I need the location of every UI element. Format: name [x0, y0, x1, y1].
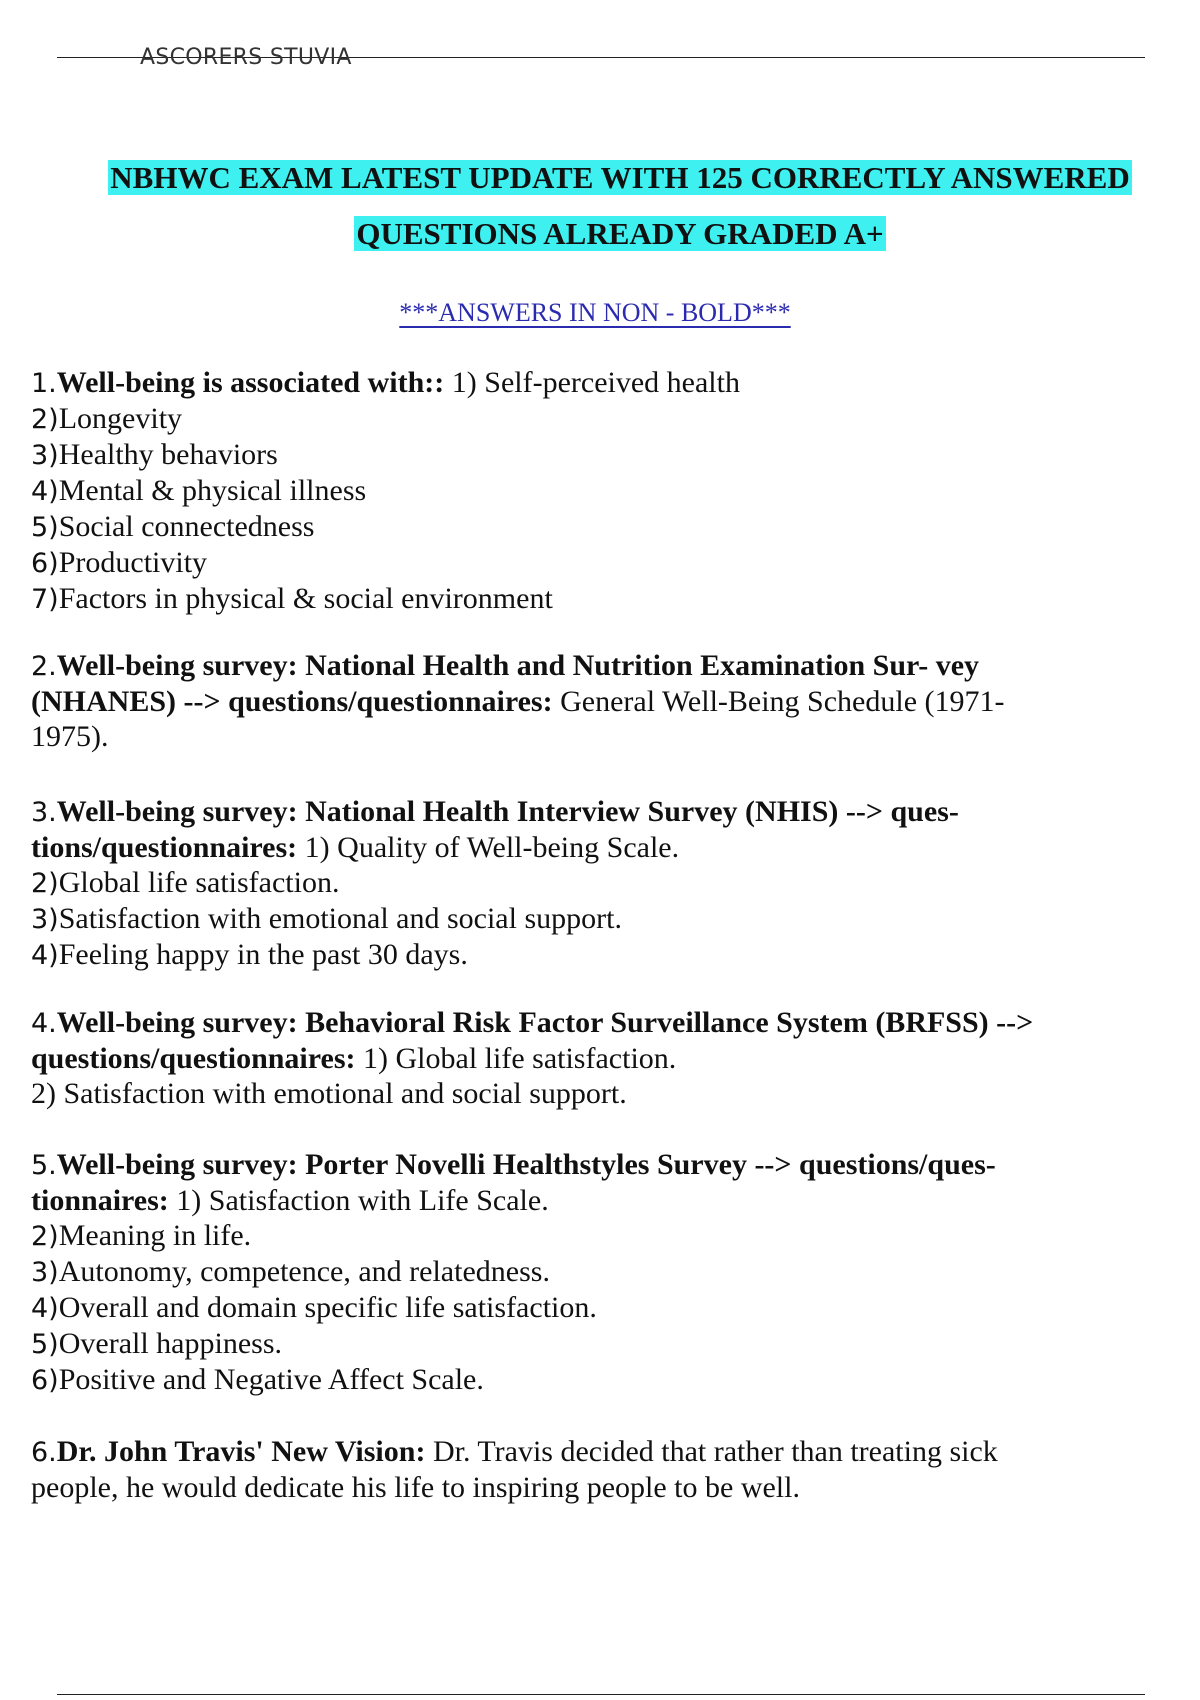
answer-text: Dr. Travis decided that rather than treating sick: [425, 1435, 998, 1468]
qa-item-6: [31, 1434, 1171, 1505]
answer-text: 1975).: [31, 720, 109, 753]
answers-note: [0, 300, 1190, 326]
qa-line: 1.Well-being is associated with:: 1) Self-perceived health: [31, 366, 740, 399]
question-text: (NHANES) --> questions/questionnaires:: [31, 685, 553, 718]
page-title-text: NBHWC EXAM LATEST UPDATE WITH 125 CORRECTLY ANSWERED QUESTIONS ALREADY GRADED A+: [110, 160, 1130, 251]
list-item: 2)Meaning in life.: [31, 1219, 252, 1252]
qa-line: 6.Dr. John Travis' New Vision: Dr. Travis decided that rather than treating sick: [31, 1435, 998, 1468]
qa-line: 4.Well-being survey: Behavioral Risk Factor Surveillance System (BRFSS) -->: [31, 1006, 1034, 1039]
answer-text: 1) Satisfaction with Life Scale.: [168, 1184, 549, 1217]
answer-text: people, he would dedicate his life to inspiring people to be well.: [31, 1471, 800, 1504]
page-title: [40, 150, 1200, 262]
qa-item-4: [31, 1005, 1171, 1111]
answer-text: 2) Satisfaction with emotional and social support.: [31, 1077, 627, 1110]
list-item: 5)Overall happiness.: [31, 1327, 282, 1360]
answers-note-text: ***ANSWERS IN NON - BOLD***: [399, 298, 791, 327]
list-item: 3)Satisfaction with emotional and social support.: [31, 902, 622, 935]
list-item: 6)Productivity: [31, 546, 208, 579]
question-text: Well-being is associated with::: [56, 366, 445, 399]
question-text: tions/questionnaires:: [31, 831, 298, 864]
qa-item-1: [31, 365, 1171, 617]
list-item: 3)Healthy behaviors: [31, 438, 278, 471]
question-text: questions/questionnaires:: [31, 1042, 356, 1075]
list-item: 4)Feeling happy in the past 30 days.: [31, 938, 468, 971]
header-site-name: ASCORERS STUVIA: [140, 45, 352, 70]
qa-line: [31, 684, 1171, 719]
list-item: 4)Mental & physical illness: [31, 474, 367, 507]
qa-line: 5.Well-being survey: Porter Novelli Healthstyles Survey --> questions/ques-: [31, 1148, 996, 1181]
qa-item-3: [31, 794, 1171, 973]
list-item: 2)Global life satisfaction.: [31, 866, 340, 899]
question-text: tionnaires:: [31, 1184, 169, 1217]
qa-line: 3.Well-being survey: National Health Interview Survey (NHIS) --> ques-: [31, 795, 959, 828]
answer-text: 1) Self-perceived health: [444, 366, 740, 399]
question-text: Well-being survey: Porter Novelli Healthstyles Survey --> questions/ques-: [56, 1148, 996, 1181]
list-item: 5)Social connectedness: [31, 510, 315, 543]
answer-text: 1) Global life satisfaction.: [355, 1042, 677, 1075]
footer-rule: [57, 1694, 1145, 1695]
list-item: 7)Factors in physical & social environment: [31, 582, 553, 615]
question-text: Well-being survey: Behavioral Risk Factor Surveillance System (BRFSS) -->: [56, 1006, 1034, 1039]
answer-text: General Well-Being Schedule (1971-: [552, 685, 1005, 718]
qa-line: [31, 1183, 1171, 1218]
list-item: 4)Overall and domain specific life satisfaction.: [31, 1291, 597, 1324]
answer-text: 1) Quality of Well-being Scale.: [297, 831, 680, 864]
list-item: 3)Autonomy, competence, and relatedness.: [31, 1255, 550, 1288]
qa-line: 2.Well-being survey: National Health and Nutrition Examination Sur- vey: [31, 649, 980, 682]
qa-line: [31, 830, 1171, 865]
qa-line: [31, 1041, 1171, 1076]
qa-item-2: [31, 648, 1171, 754]
question-text: Well-being survey: National Health Interview Survey (NHIS) --> ques-: [56, 795, 959, 828]
qa-item-5: [31, 1147, 1171, 1398]
question-text: Well-being survey: National Health and Nutrition Examination Sur- vey: [56, 649, 980, 682]
question-text: Dr. John Travis' New Vision:: [56, 1435, 426, 1468]
list-item: 6)Positive and Negative Affect Scale.: [31, 1363, 484, 1396]
list-item: 2)Longevity: [31, 402, 183, 435]
